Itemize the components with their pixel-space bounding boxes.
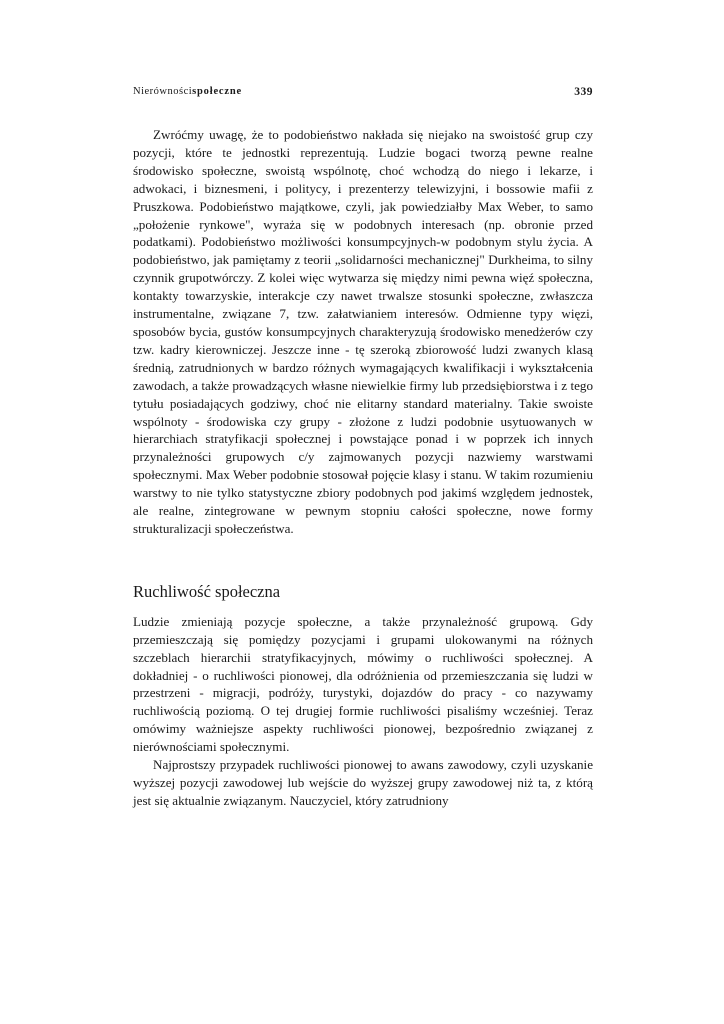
running-title-regular: Nierówności [133,86,193,97]
running-title-bold: społeczne [192,86,242,97]
running-header [133,86,593,104]
paragraph-1: Zwróćmy uwagę, że to podobieństwo nakłada się niejako na swoistość grup czy pozycji, które te jednostki reprezentują. Ludzie bogaci tworzą pewne realne środowisko społeczne, swoistą wspólnotę, choć wchodzą do niego i lekarze, i adwokaci, i biznesmeni, i politycy, i prezenterzy telewizyjni, i bossowie mafii z Pruszkowa. Podobieństwo majątkowe, czyli, jak powiedziałby Max Weber, to samo „położenie rynkowe", wyraża się w podobnych interesach (np. obronie przed podatkami). Podobieństwo możliwości konsumpcyjnych-w podobnym stylu życia. A podobieństwo, jak pamiętamy z teorii „solidarności mechanicznej" Durkheima, to silny czynnik grupotwórczy. Z kolei więc wytwarza się między nimi pewna więź społeczna, kontakty towarzyskie, interakcje czy nawet trwalsze stosunki społeczne, zwłaszcza instrumentalne, związane 7, tzw. załatwianiem interesów. Odmienne typy więzi, sposobów bycia, gustów konsumpcyjnych charakteryzują środowisko menedżerów czy tzw. kadry kierowniczej. Jeszcze inne - tę szeroką zbiorowość ludzi zwanych klasą średnią, zatrudnionych w bardzo różnych wymagających kwalifikacji i wykształcenia zawodach, a także prowadzących własne niewielkie firmy lub przedsiębiorstwa i z tego tytułu posiadających godziwy, choć nie elitarny standard materialny. Takie swoiste wspólnoty - środowiska czy grupy - złożone z ludzi podobnie usytuowanych w hierarchiach stratyfikacji społecznej i powstające ponad i w poprzek ich innych przynależności grupowych c/y zajmowanych pozycji nazwiemy warstwami społecznymi. Max Weber podobnie stosował pojęcie klasy i stanu. W takim rozumieniu warstwy to nie tylko statystyczne zbiory podobnych pod jakimś względem jednostek, ale realne, zintegrowane w pewnym stopniu całości społeczne, nowe formy strukturalizacji społeczeństwa. [133,127,593,536]
paragraph-2: Ludzie zmieniają pozycje społeczne, a także przynależność grupową. Gdy przemieszczają się pomiędzy pozycjami i grupami ulokowanymi na różnych szczeblach hierarchii stratyfikacyjnych, mówimy o ruchliwości społecznej. A dokładniej - o ruchliwości pionowej, dla odróżnienia od przemieszczania się ludzi w przestrzeni - migracji, podróży, turystyki, dojazdów do pracy - co nazywamy ruchliwością poziomą. O tej drugiej formie ruchliwości pisaliśmy wcześniej. Teraz omówimy ważniejsze aspekty ruchliwości pionowej, bezpośrednio związanej z nierównościami społecznymi. [133,613,593,755]
page-number: 339 [574,86,593,98]
book-page [133,86,593,810]
section-heading: Ruchliwość społeczna [133,581,281,601]
paragraph-3: Najprostszy przypadek ruchliwości pionowej to awans zawodowy, czyli uzyskanie wyższej pozycji zawodowej lub wejście do wyższej grupy zawodowej niż ta, z którą jest się aktualnie związanym. Nauczyciel, który zatrudniony [133,757,593,808]
body-text-1 [133,126,593,538]
running-title [133,86,242,97]
body-text-2 [133,613,593,810]
